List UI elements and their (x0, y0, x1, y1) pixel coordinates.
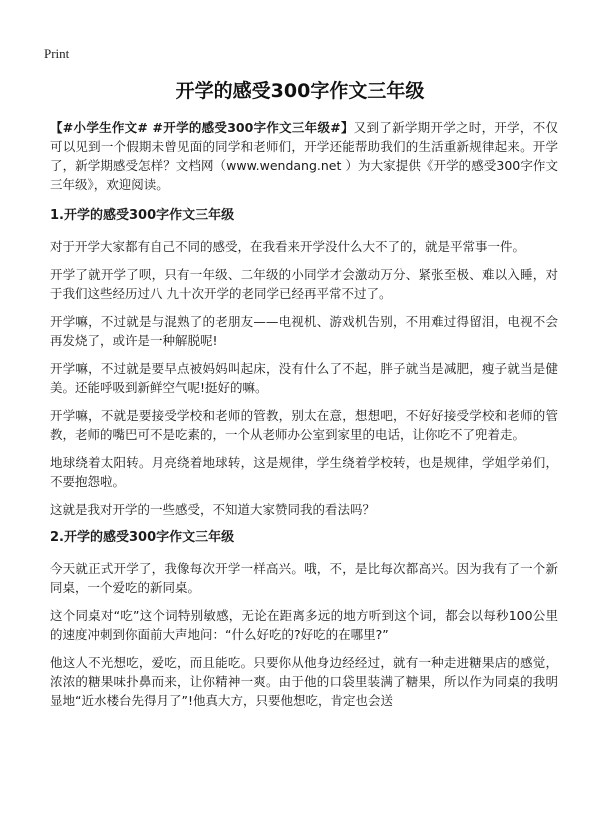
article-body (50, 118, 558, 719)
section-1-paragraph: 对于开学大家都有自己不同的感受，在我看来开学没什么大不了的，就是平常事一件。 (50, 239, 526, 254)
section-1-paragraph: 开学嘛，不过就是与混熟了的老朋友——电视机、游戏机告别，不用难过得留泪，电视不会再发烧了，或许是一种解脱呢! (50, 314, 558, 348)
section-heading-2: 2.开学的感受300字作文三年级 (50, 530, 235, 545)
section-2-paragraph: 今天就正式开学了，我像每次开学一样高兴。哦，不，是比每次都高兴。因为我有了一个新同桌，一个爱吃的新同桌。 (50, 561, 558, 595)
section-2-paragraph: 这个同桌对“吃”这个词特别敏感，无论在距离多远的地方听到这个词，都会以每秒100公里的速度冲刺到你面前大声地问：“什么好吃的?好吃的在哪里?” (50, 608, 558, 642)
section-1-paragraph: 开学嘛，不就是要接受学校和老师的管教，别太在意，想想吧，不好好接受学校和老师的管教，老师的嘴巴可不是吃素的，一个从老师办公室到家里的电话，让你吃不了兜着走。 (50, 408, 558, 442)
print-label[interactable]: Print (44, 46, 70, 61)
intro-tag: 【#小学生作文# #开学的感受300字作文三年级#】 (50, 120, 354, 135)
intro-text: 又到了新学期开学之时，开学，不仅可以见到一个假期未曾见面的同学和老师们，开学还能帮助我们的生活重新规律起来。开学了，新学期感受怎样？文档网（www.wendang.net ）为大家提供《开学的感受300字作文三年级》，欢迎阅读。 (50, 120, 558, 192)
section-2-paragraph: 他这人不光想吃，爱吃，而且能吃。只要你从他身边经经过，就有一种走进糖果店的感觉，浓浓的糖果味扑鼻而来，让你精神一爽。由于他的口袋里装满了糖果，所以作为同桌的我明显地“近水楼台先得月了”!他真大方，只要他想吃，肯定也会送 (50, 655, 558, 708)
section-1-paragraph: 开学嘛，不过就是要早点被妈妈叫起床，没有什么了不起，胖子就当是减肥，瘦子就当是健美。还能呼吸到新鲜空气呢!挺好的嘛。 (50, 361, 558, 395)
intro-paragraph (50, 118, 558, 194)
section-1-paragraph: 地球绕着太阳转。月亮绕着地球转，这是规律，学生绕着学校转，也是规律，学姐学弟们，不要抱怨啦。 (50, 455, 558, 489)
section-heading-1: 1.开学的感受300字作文三年级 (50, 208, 235, 223)
section-1-paragraph: 开学了就开学了呗，只有一年级、二年级的小同学才会激动万分、紧张至极、难以入睡，对于我们这些经历过八 九十次开学的老同学已经再平常不过了。 (50, 267, 558, 301)
page-title: 开学的感受300字作文三年级 (175, 80, 425, 102)
section-1-paragraph: 这就是我对开学的一些感受，不知道大家赞同我的看法吗？ (50, 502, 376, 517)
